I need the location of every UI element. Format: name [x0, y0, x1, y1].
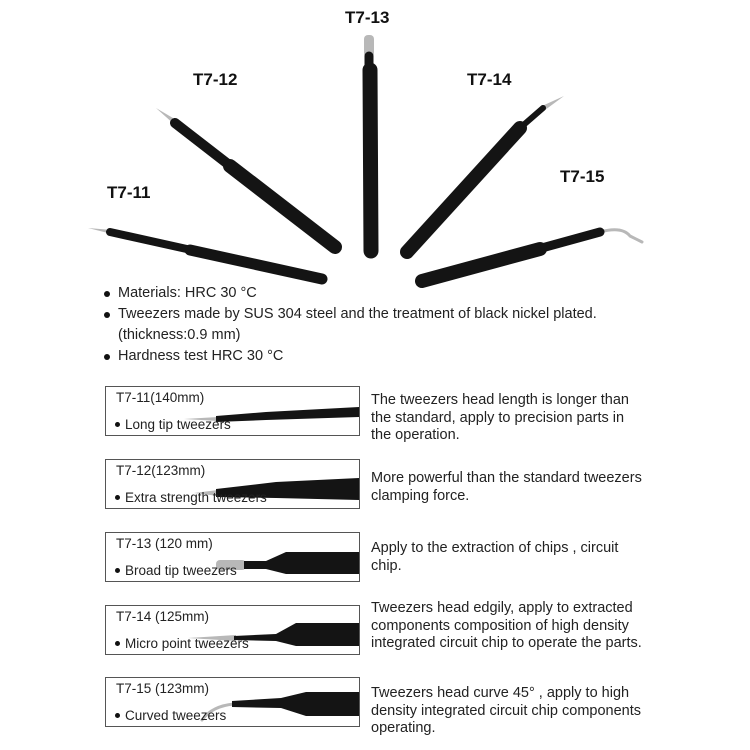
spec-hardness-text: Hardness test HRC 30 °C [118, 348, 284, 364]
product-card-t7-13 [105, 532, 360, 582]
product-name-text: Micro point tweezers [125, 636, 249, 651]
bullet-icon [104, 291, 110, 297]
tweezer-t7-11-image [88, 228, 322, 279]
tweezer-t7-15-image [422, 230, 642, 281]
bullet-icon [115, 422, 120, 427]
spec-materials [104, 283, 597, 304]
product-name-text: Long tip tweezers [125, 417, 231, 432]
product-card-t7-12 [105, 459, 360, 509]
tweezer-t7-14-image [407, 96, 564, 252]
product-description-t7-14: Tweezers head edgily, apply to extracted components composition of high density integrated circuit chip to operate the parts. [371, 600, 642, 651]
product-name [115, 490, 267, 505]
product-card-t7-11 [105, 386, 360, 436]
product-code: T7-15 (123mm) [116, 681, 210, 696]
tweezer-t7-12-image [156, 108, 335, 247]
label-t7-14: T7-14 [467, 70, 512, 89]
label-t7-12: T7-12 [193, 70, 238, 89]
bullet-icon [115, 713, 120, 718]
bullet-icon [115, 568, 120, 573]
label-t7-13: T7-13 [345, 8, 390, 27]
product-description-t7-13: Apply to the extraction of chips , circuit chip. [371, 540, 619, 574]
product-code: T7-11(140mm) [116, 390, 205, 405]
spec-steel [104, 304, 597, 325]
label-t7-11: T7-11 [107, 183, 151, 202]
bullet-icon [115, 495, 120, 500]
tweezer-t7-13-image [364, 35, 374, 251]
product-name-text: Broad tip tweezers [125, 563, 237, 578]
product-code: T7-13 (120 mm) [116, 536, 213, 551]
product-name [115, 417, 231, 432]
spec-steel-text: Tweezers made by SUS 304 steel and the treatment of black nickel plated. [118, 306, 597, 322]
bullet-icon [104, 354, 110, 360]
product-description-t7-12: More powerful than the standard tweezers clamping force. [371, 470, 642, 504]
product-name [115, 708, 226, 723]
bullet-icon [104, 312, 110, 318]
product-description-t7-11: The tweezers head length is longer than the standard, apply to precision parts in the operation. [371, 392, 629, 443]
spec-thickness: (thickness:0.9 mm) [118, 327, 241, 343]
spec-hardness [104, 346, 597, 367]
product-card-t7-14 [105, 605, 360, 655]
product-description-t7-15: Tweezers head curve 45° , apply to high density integrated circuit chip components operating. [371, 685, 642, 736]
product-code: T7-14 (125mm) [116, 609, 210, 624]
label-t7-15: T7-15 [560, 167, 605, 186]
bullet-icon [115, 641, 120, 646]
product-name [115, 636, 249, 651]
specifications-list [104, 283, 597, 367]
product-card-t7-15 [105, 677, 360, 727]
product-name [115, 563, 237, 578]
product-name-text: Curved tweezers [125, 708, 227, 723]
spec-materials-text: Materials: HRC 30 °C [118, 285, 257, 301]
tweezers-fan-illustration [0, 0, 750, 290]
product-name-text: Extra strength tweezers [125, 490, 267, 505]
product-code: T7-12(123mm) [116, 463, 206, 478]
